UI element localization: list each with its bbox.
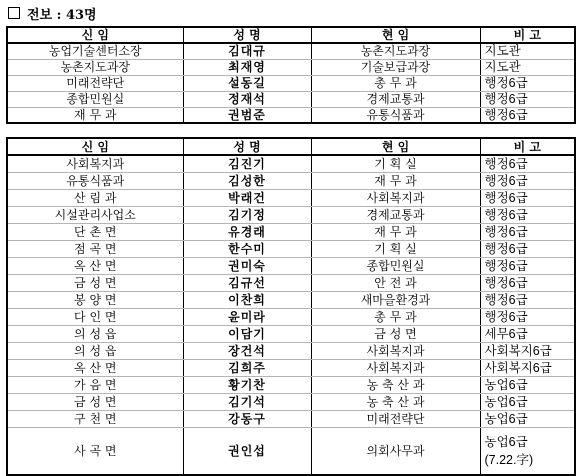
table-row [7,206,575,223]
current-post-cell: 의회사무과 [311,427,480,475]
column-header-name: 성 명 [183,138,311,155]
current-post-cell: 사회복지과 [311,342,480,359]
new-post-cell: 종합민원실 [7,91,183,107]
note-date-line: (7.22.字) [484,452,534,467]
table-row [7,43,575,59]
current-post-cell: 유통식품과 [311,107,480,123]
note-cell: 행정6급 [480,223,575,240]
table-row [7,274,575,291]
new-post-cell: 옥 산 면 [7,257,183,274]
current-post-cell: 총 무 과 [311,75,480,91]
name-cell: 김기정 [183,206,311,223]
new-post-cell: 금 성 면 [7,393,183,410]
name-cell: 정재석 [183,91,311,107]
table-row [7,75,575,91]
note-cell: 행정6급 [480,107,575,123]
table-row [7,359,575,376]
name-cell: 권범준 [183,107,311,123]
table-row [7,59,575,75]
note-cell: 농업6급 [480,376,575,393]
note-cell: 세무6급 [480,325,575,342]
note-cell: 농업6급 [480,393,575,410]
new-post-cell: 금 성 면 [7,274,183,291]
current-post-cell: 금 성 면 [311,325,480,342]
name-cell: 권미숙 [183,257,311,274]
current-post-cell: 농촌지도과장 [311,43,480,59]
new-post-cell: 의 성 읍 [7,342,183,359]
note-cell: 행정6급 [480,172,575,189]
table-row [7,107,575,123]
new-post-cell: 산 림 과 [7,189,183,206]
column-header-note: 비 고 [480,27,575,43]
new-post-cell: 봉 양 면 [7,291,183,308]
name-cell: 김규선 [183,274,311,291]
table-header-row [7,138,575,155]
current-post-cell: 경제교통과 [311,91,480,107]
table-row [7,308,575,325]
note-cell [480,427,575,475]
current-post-cell: 재 무 과 [311,223,480,240]
new-post-cell: 다 인 면 [7,308,183,325]
table-row [7,257,575,274]
table-header-row [7,27,575,43]
current-post-cell: 새마을환경과 [311,291,480,308]
column-header-new-post: 신 임 [7,138,183,155]
name-cell: 권인섭 [183,427,311,475]
note-cell: 행정6급 [480,308,575,325]
name-cell: 한수미 [183,240,311,257]
name-cell: 장건석 [183,342,311,359]
note-line: 농업6급 [484,434,528,449]
current-post-cell: 총 무 과 [311,308,480,325]
note-cell: 행정6급 [480,257,575,274]
current-post-cell: 사회복지과 [311,189,480,206]
name-cell: 설동길 [183,75,311,91]
note-cell: 사회복지6급 [480,342,575,359]
name-cell: 이담기 [183,325,311,342]
note-cell: 행정6급 [480,240,575,257]
current-post-cell: 재 무 과 [311,172,480,189]
current-post-cell: 경제교통과 [311,206,480,223]
table-row [7,223,575,240]
table-row [7,427,575,475]
note-cell: 행정6급 [480,75,575,91]
new-post-cell: 단 촌 면 [7,223,183,240]
name-cell: 강동구 [183,410,311,427]
column-header-current-post: 현 임 [311,27,480,43]
name-cell: 황기찬 [183,376,311,393]
table-row [7,376,575,393]
new-post-cell: 옥 산 면 [7,359,183,376]
new-post-cell: 의 성 읍 [7,325,183,342]
name-cell: 유경래 [183,223,311,240]
note-cell: 지도관 [480,59,575,75]
table-row [7,393,575,410]
column-header-new-post: 신 임 [7,27,183,43]
new-post-cell: 재 무 과 [7,107,183,123]
name-cell: 이찬희 [183,291,311,308]
new-post-cell: 시설관리사업소 [7,206,183,223]
new-post-cell: 점 곡 면 [7,240,183,257]
name-cell: 윤미라 [183,308,311,325]
note-cell: 행정6급 [480,91,575,107]
new-post-cell: 가 음 면 [7,376,183,393]
column-header-note: 비 고 [480,138,575,155]
name-cell: 김진기 [183,155,311,172]
name-cell: 김희주 [183,359,311,376]
column-header-current-post: 현 임 [311,138,480,155]
new-post-cell: 구 천 면 [7,410,183,427]
transfer-table-staff [6,137,576,476]
table-row [7,91,575,107]
note-cell: 사회복지6급 [480,359,575,376]
current-post-cell: 농 축 산 과 [311,393,480,410]
note-cell: 행정6급 [480,291,575,308]
name-cell: 최재영 [183,59,311,75]
transfer-table-managers [6,26,576,124]
table-row [7,342,575,359]
table-row [7,410,575,427]
current-post-cell: 미래전략단 [311,410,480,427]
table-row [7,189,575,206]
section-heading [8,4,97,22]
checkbox-square-icon [8,7,20,19]
current-post-cell: 기술보급과장 [311,59,480,75]
note-cell: 행정6급 [480,189,575,206]
new-post-cell: 미래전략단 [7,75,183,91]
current-post-cell: 사회복지과 [311,359,480,376]
note-cell: 지도관 [480,43,575,59]
name-cell: 김성한 [183,172,311,189]
table-row [7,291,575,308]
new-post-cell: 농촌지도과장 [7,59,183,75]
new-post-cell: 사회복지과 [7,155,183,172]
current-post-cell: 종합민원실 [311,257,480,274]
new-post-cell: 농업기술센터소장 [7,43,183,59]
table-row [7,325,575,342]
note-cell: 행정6급 [480,206,575,223]
note-cell: 행정6급 [480,155,575,172]
note-cell: 행정6급 [480,274,575,291]
current-post-cell: 기 획 실 [311,240,480,257]
new-post-cell: 유통식품과 [7,172,183,189]
table-row [7,172,575,189]
column-header-name: 성 명 [183,27,311,43]
name-cell: 김대규 [183,43,311,59]
section-heading-text: 전보 : 43명 [27,7,97,23]
table-row [7,155,575,172]
current-post-cell: 농 축 산 과 [311,376,480,393]
note-cell: 농업6급 [480,410,575,427]
table-row [7,240,575,257]
current-post-cell: 안 전 과 [311,274,480,291]
new-post-cell: 사 곡 면 [7,427,183,475]
current-post-cell: 기 획 실 [311,155,480,172]
name-cell: 박래건 [183,189,311,206]
name-cell: 김기석 [183,393,311,410]
